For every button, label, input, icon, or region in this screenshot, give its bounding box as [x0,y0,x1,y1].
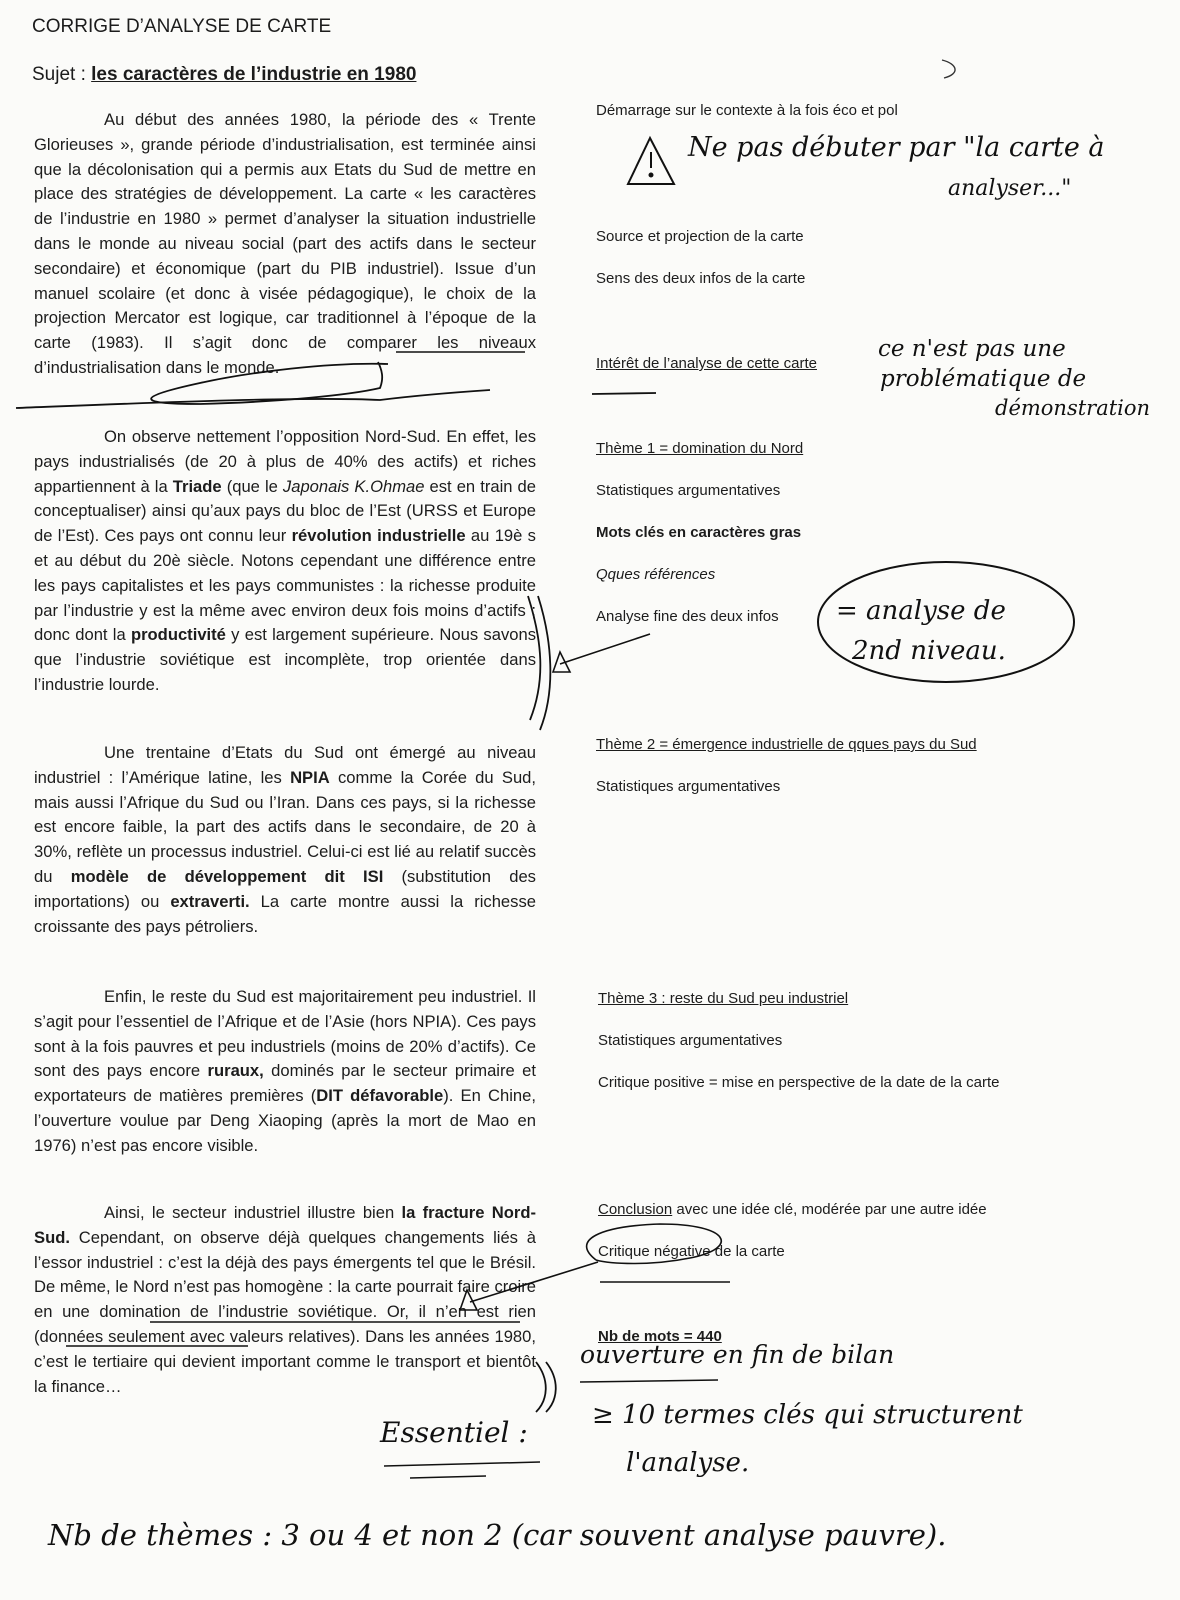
handwritten-note-analysis: l'analyse. [626,1448,750,1478]
margin-note-interest: Intérêt de l’analyse de cette carte [596,355,817,372]
margin-note-theme-3: Thème 3 : reste du Sud peu industriel [598,990,849,1007]
p2-i: y est largement supérieure. Nous savons que l’industrie soviétique est incomplète, trop orientée dans l’industrie lourde. [34,625,536,694]
pen-arrow-margin [560,634,650,664]
p2-c: (que le [221,476,283,496]
p3-c: comme la Corée du Sud, mais aussi l’Afrique du Sud ou l’Iran. Dans ces pays, si la richesse est encore faible, la part des actifs dans le secondaire, de 20 à 30%, reflète un processus industriel. Celui-ci est lié au relatif succès du [34,767,537,886]
margin-note-negative-critique: Critique négative de la carte [598,1243,785,1260]
margin-note-references: Qques références [596,566,716,583]
conclusion-detail: avec une idée clé, modérée par une autre idée [672,1201,987,1218]
margin-note-theme-1: Thème 1 = domination du Nord [596,440,804,457]
conclusion-label: Conclusion [598,1201,673,1218]
page-title: CORRIGE D’ANALYSE DE CARTE [32,16,332,37]
margin-note-word-count: Nb de mots = 440 [598,1328,722,1345]
handwritten-note-problematic-2: problématique de [880,366,1087,392]
margin-note-fine-analysis: Analyse fine des deux infos [596,608,779,625]
p5-b: la fracture Nord-Sud. [34,1203,536,1247]
margin-note-source: Source et projection de la carte [596,228,804,245]
handwritten-note-do-not-start: Ne pas débuter par "la carte à [688,132,1105,163]
p2-f: révolution industrielle [291,526,466,546]
handwritten-note-level-1: = analyse de [836,596,1006,626]
p4-b: ruraux, [207,1061,264,1081]
p2-d: Japonais K.Ohmae [282,476,425,496]
margin-note-theme-2: Thème 2 = émergence industrielle de qques pays du Sud [596,736,977,753]
p3-a: Une trentaine d’Etats du Sud ont émergé au niveau industriel : l’Amérique latine, les [34,743,536,787]
pen-bracket-paragraph [528,596,550,730]
p4-c: dominés par le secteur primaire et exportateurs de matières premières ( [34,1061,536,1106]
margin-note-meaning: Sens des deux infos de la carte [596,270,806,287]
pen-circle-critique [587,1224,722,1264]
subject-prefix: Sujet : [32,64,92,85]
p4-e: ). En Chine, l’ouverture voulue par Deng Xiaoping (après la mort de Mao en 1976) n’est pas encore visible. [34,1086,536,1155]
handwritten-note-analyser: analyser..." [948,176,1072,201]
p3-f: extraverti. [170,891,250,911]
p3-e: (substitution des importations) ou [34,866,536,911]
paragraph-intro-text: Au début des années 1980, la période des « Trente Glorieuses », grande période d’industrialisation, est terminée ainsi que la décolonisation qui a permis aux Etats du Sud de mettre en place des stratégies de développement. La carte « les caractères de l’industrie en 1980 » permet d’analyser la situation industrielle dans le monde au niveau social (part des actifs dans le secteur secondaire) et économique (part du PIB industriel). Issue d’un manuel scolaire (et donc à visée pédagogique), le choix de la projection Mercator est logique, car traditionnel à l’époque de la carte (1983). Il s’agit donc de comparer les niveaux d’industrialisation dans le monde. [34,110,536,377]
pen-mark-top [942,60,955,78]
handwritten-note-problematic-1: ce n'est pas une [878,336,1066,362]
pen-sweep-line [16,390,490,408]
handwritten-note-opening: ouverture en fin de bilan [580,1340,895,1369]
pen-paren-end [536,1362,556,1412]
handwritten-note-problematic-3: démonstration [995,396,1151,420]
p3-d: modèle de développement dit ISI [70,866,384,886]
margin-note-keywords: Mots clés en caractères gras [596,524,802,541]
p2-g: au 19è s et au début du 20è siècle. Notons cependant une différence entre les pays capitalistes et les pays communistes : la richesse produite par l’industrie y est la même avec environ deux fois moins d’actifs ; donc dont la [34,526,536,645]
margin-note-positive-critique: Critique positive = mise en perspective de la date de la carte [598,1074,1000,1091]
p2-a: On observe nettement l’opposition Nord-Sud. En effet, les pays industrialisés (de 20 à plus de 40% des actifs) et riches appartiennent à la [34,427,536,496]
p3-g: La carte montre aussi la richesse croissante des pays pétroliers. [34,891,536,936]
p2-e: est en train de conceptualiser) ainsi qu’aux pays du bloc de l’Est (URSS et Europe de l’Est). Ces pays ont connu leur [34,476,536,546]
pen-underline-essentiel [384,1462,540,1478]
subject-text: les caractères de l’industrie en 1980 [91,64,417,85]
pen-circle-intro [151,362,388,404]
handwritten-note-level-2: 2nd niveau. [852,636,1006,666]
margin-note-stats-2: Statistiques argumentatives [596,778,781,795]
p2-h: productivité [130,625,226,645]
p3-b: NPIA [290,767,330,787]
p4-d: DIT défavorable [316,1086,444,1106]
p5-a: Ainsi, le secteur industriel illustre bien [104,1203,402,1222]
handwritten-note-key-terms: ≥ 10 termes clés qui structurent [592,1400,1023,1430]
p5-c: Cependant, on observe déjà quelques changements liés à l’essor industriel : c’est la déjà des pays émergents tel que le Brésil. De même, le Nord n’est pas homogène : la carte pourrait faire croire en une domination de l’industrie soviétique. Or, il n’en est rien (données seulement avec valeurs relatives). Dans les années 1980, c’est le tertiaire qui devient important comme le transport et bientôt la finance… [34,1227,536,1396]
p2-b: Triade [172,476,222,496]
margin-note-context: Démarrage sur le contexte à la fois éco et pol [596,102,898,119]
pen-underline-ouverture [580,1380,718,1382]
margin-note-stats-3: Statistiques argumentatives [598,1032,783,1049]
handwritten-note-themes-count: Nb de thèmes : 3 ou 4 et non 2 (car souvent analyse pauvre). [48,1518,947,1552]
pen-arrow-conclusion [470,1262,598,1302]
p4-a: Enfin, le reste du Sud est majoritairement peu industriel. Il s’agit pour l’essentiel de l’Afrique et de l’Asie (hors NPIA). Ces pays sont à la fois pauvres et peu industriels (moins de 20% d’actifs). Ce sont des pays encore [34,987,536,1081]
warning-icon [628,138,674,184]
margin-note-stats-1: Statistiques argumentatives [596,482,781,499]
handwritten-note-essential: Essentiel : [380,1416,528,1449]
pen-underline-interest [592,393,656,394]
pen-oval-level [818,562,1074,682]
